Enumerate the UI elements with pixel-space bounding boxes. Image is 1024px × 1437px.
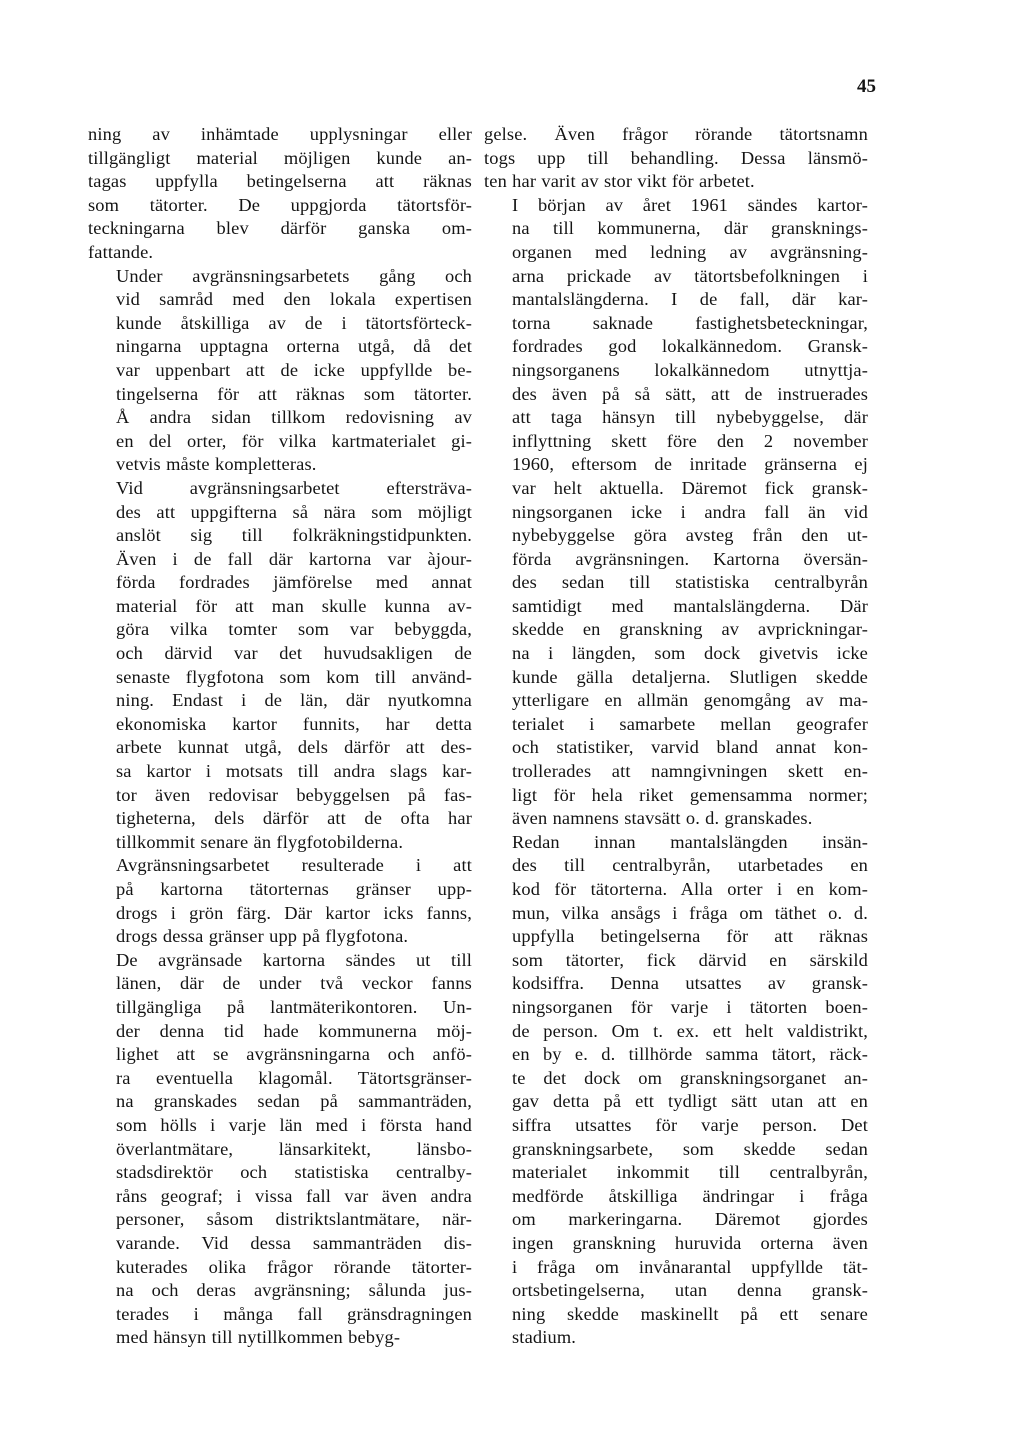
text-line: göra vilka tomter som var bebyggda, — [116, 619, 472, 640]
text-line: ningsorganen icke i andra fall än vid — [512, 501, 868, 522]
text-line: torna saknade fastighetsbeteckningar, — [512, 312, 868, 333]
text-line: tor även redovisar bebyggelsen på fas- — [116, 784, 472, 805]
text-line: Avgränsningsarbetet resulterade i att — [116, 855, 472, 876]
paragraph — [88, 123, 472, 265]
text-line: förda fordrades jämförelse med annat — [116, 572, 472, 593]
text-line: personer, såsom distriktslantmätare, när- — [116, 1209, 472, 1230]
text-line: även namnens stavsätt o. d. granskades. — [512, 808, 813, 829]
text-line: kunde åtskilliga av de i tätortsförteck- — [116, 312, 472, 333]
text-line: stadsdirektör och statistiska centralby- — [116, 1162, 472, 1183]
text-line: lighet att se avgränsningarna och anfö- — [116, 1044, 472, 1065]
paragraph — [484, 194, 868, 831]
text-line: ning. Endast i de län, där nyutkomna — [116, 690, 472, 711]
text-line: ligt för hela riket gemensamma normer; — [512, 784, 868, 805]
text-line: tagas uppfylla betingelserna att räknas — [88, 171, 472, 192]
text-line: inflyttning skett före den 2 november — [512, 430, 868, 451]
text-line: om markeringarna. Däremot gjordes — [512, 1209, 868, 1230]
text-line: fordrades god lokalkännedom. Gransk- — [512, 336, 868, 357]
text-line: tingelserna för att räknas som tätorter. — [116, 383, 472, 404]
text-line: ra eventuella klagomål. Tätortsgränser- — [116, 1067, 472, 1088]
text-line: na och deras avgränsning; sålunda jus- — [116, 1280, 472, 1301]
text-line: organen med ledning av avgränsning- — [512, 241, 868, 262]
text-line: ortsbetingelserna, utan denna gransk- — [512, 1280, 868, 1301]
text-line: siffra utsattes för varje person. Det — [512, 1114, 868, 1135]
text-line: ingen granskning huruvida orterna även — [512, 1232, 868, 1253]
text-line: ning av inhämtade upplysningar eller — [88, 124, 472, 144]
text-line: terades i många fall gränsdragningen — [116, 1303, 472, 1324]
text-line: en del orter, för vilka kartmaterialet gi- — [116, 430, 472, 451]
text-line: var uppenbart att de icke uppfyllde be- — [116, 359, 472, 380]
text-line: na till kommunerna, där gransknings- — [512, 218, 868, 239]
text-line: arna prickade av tätortsbefolkningen i — [512, 265, 868, 286]
text-line: och därvid var det huvudsakligen de — [116, 643, 472, 664]
text-line: råns geograf; i vissa fall var även andra — [116, 1185, 472, 1206]
text-line: mantalslängderna. I de fall, där kar- — [512, 289, 868, 310]
left-column — [88, 123, 472, 1350]
text-line: Å andra sidan tillkom redovisning av — [116, 407, 472, 428]
text-line: med hänsyn till nytillkommen bebyg- — [116, 1327, 401, 1348]
text-line: Även i de fall där kartorna var àjour- — [116, 548, 472, 569]
text-line: vid samråd med den lokala expertisen — [116, 289, 472, 310]
text-line: länen, där de under två veckor fanns — [116, 973, 472, 994]
text-line: i fråga om invånarantal uppfyllde tät- — [512, 1256, 868, 1277]
text-line: en by e. d. tillhörde samma tätort, räck- — [512, 1044, 868, 1065]
text-line: medförde åtskilliga ändringar i fråga — [512, 1185, 868, 1206]
text-line: ningsorganens lokalkännedom utnyttja- — [512, 359, 868, 380]
text-line: att taga hänsyn till nybebyggelse, där — [512, 407, 868, 428]
text-line: trollerades att namngivningen skett en- — [512, 761, 868, 782]
text-line: material för att man skulle kunna av- — [116, 595, 472, 616]
text-line: de person. Om t. ex. ett helt valdistrikt, — [512, 1020, 868, 1041]
text-line: gelse. Även frågor rörande tätortsnamn — [484, 124, 868, 144]
paragraph — [88, 265, 472, 477]
text-line: som tätorter, fick därvid en särskild — [512, 949, 868, 970]
paragraph — [88, 949, 472, 1350]
text-line: der denna tid hade kommunerna möj- — [116, 1020, 472, 1041]
text-line: des till centralbyrån, utarbetades en — [512, 855, 868, 876]
text-line: vetvis måste kompletteras. — [116, 454, 317, 475]
text-line: som hölls i varje län med i första hand — [116, 1114, 472, 1135]
text-line: granskningsarbete, som skedde sedan — [512, 1138, 868, 1159]
text-line: som tätorter. De uppgjorda tätortsför- — [88, 194, 472, 215]
text-line: kunde gälla detaljerna. Slutligen skedde — [512, 666, 868, 687]
text-line: arbete kunnat utgå, dels därför att des- — [116, 737, 472, 758]
text-line: senaste flygfotona som kom till använd- — [116, 666, 472, 687]
text-line: ningsorganen för varje i tätorten boen- — [512, 996, 868, 1017]
text-line: I början av året 1961 sändes kartor- — [512, 194, 868, 215]
text-line: kodsiffra. Denna utsattes av gransk- — [512, 973, 868, 994]
paragraph — [484, 123, 868, 194]
text-line: ten har varit av stor vikt för arbetet. — [484, 171, 755, 192]
text-line: och statistiker, varvid bland annat kon- — [512, 737, 868, 758]
text-line: tillkommit senare än flygfotobilderna. — [116, 831, 404, 852]
paragraph — [484, 831, 868, 1350]
text-line: tigheterna, dels därför att de ofta har — [116, 808, 472, 829]
text-line: nybebyggelse göra avsteg från den ut- — [512, 525, 868, 546]
text-line: samtidigt med mantalslängderna. Där — [512, 595, 868, 616]
text-line: överlantmätare, länsarkitekt, länsbo- — [116, 1138, 472, 1159]
text-line: mun, vilka ansågs i fråga om täthet o. d. — [512, 902, 868, 923]
text-line: fattande. — [88, 241, 154, 262]
text-line: des att uppgifterna så nära som möjligt — [116, 501, 472, 522]
text-line: 1960, eftersom de inritade gränserna ej — [512, 454, 868, 475]
text-line: Vid avgränsningsarbetet eftersträva- — [116, 477, 472, 498]
text-line: förda avgränsningen. Kartorna översän- — [512, 548, 868, 569]
text-line: skedde en granskning av avprickningar- — [512, 619, 868, 640]
text-line: tillgängliga på lantmäterikontoren. Un- — [116, 996, 472, 1017]
text-line: teckningarna blev därför ganska om- — [88, 218, 472, 239]
text-line: sa kartor i motsats till andra slags kar- — [116, 761, 472, 782]
text-line: togs upp till behandling. Dessa länsmö- — [484, 147, 868, 168]
text-line: ekonomiska kartor funnits, har detta — [116, 713, 472, 734]
text-line: drogs dessa gränser upp på flygfotona. — [116, 926, 409, 947]
text-line: te det dock om granskningsorganet an- — [512, 1067, 868, 1088]
text-line: kuterades olika frågor rörande tätorter- — [116, 1256, 472, 1277]
text-line: uppfylla betingelserna för att räknas — [512, 926, 868, 947]
right-column — [484, 123, 868, 1350]
text-line: varande. Vid dessa sammanträden dis- — [116, 1232, 472, 1253]
text-line: gav detta på ett tydligt sätt utan att en — [512, 1091, 868, 1112]
page-number: 45 — [857, 76, 876, 97]
text-line: ytterligare en allmän genomgång av ma- — [512, 690, 868, 711]
text-line: des även på så sätt, att de instruerades — [512, 383, 868, 404]
text-line: stadium. — [512, 1327, 577, 1348]
text-line: ningarna upptagna orterna utgå, då det — [116, 336, 472, 357]
paragraph — [88, 477, 472, 855]
text-line: Redan innan mantalslängden insän- — [512, 831, 868, 852]
text-line: ning skedde maskinellt på ett senare — [512, 1303, 868, 1324]
text-line: na granskades sedan på sammanträden, — [116, 1091, 472, 1112]
text-line: drogs i grön färg. Där kartor icks fanns, — [116, 902, 472, 923]
text-line: na i längden, som dock givetvis icke — [512, 643, 868, 664]
text-line: materialet inkommit till centralbyrån, — [512, 1162, 868, 1183]
text-line: på kartorna tätorternas gränser upp- — [116, 879, 472, 899]
text-line: anslöt sig till folkräkningstidpunkten. — [116, 525, 472, 546]
text-line: Under avgränsningsarbetets gång och — [116, 265, 472, 286]
text-line: tillgängligt material möjligen kunde an- — [88, 147, 472, 168]
text-line: var helt aktuella. Däremot fick gransk- — [512, 477, 868, 498]
text-line: terialet i samarbete mellan geografer — [512, 713, 868, 734]
text-line: kod för tätorterna. Alla orter i en kom- — [512, 879, 868, 899]
text-line: De avgränsade kartorna sändes ut till — [116, 949, 472, 970]
paragraph — [88, 854, 472, 948]
text-line: des sedan till statistiska centralbyrån — [512, 572, 868, 593]
